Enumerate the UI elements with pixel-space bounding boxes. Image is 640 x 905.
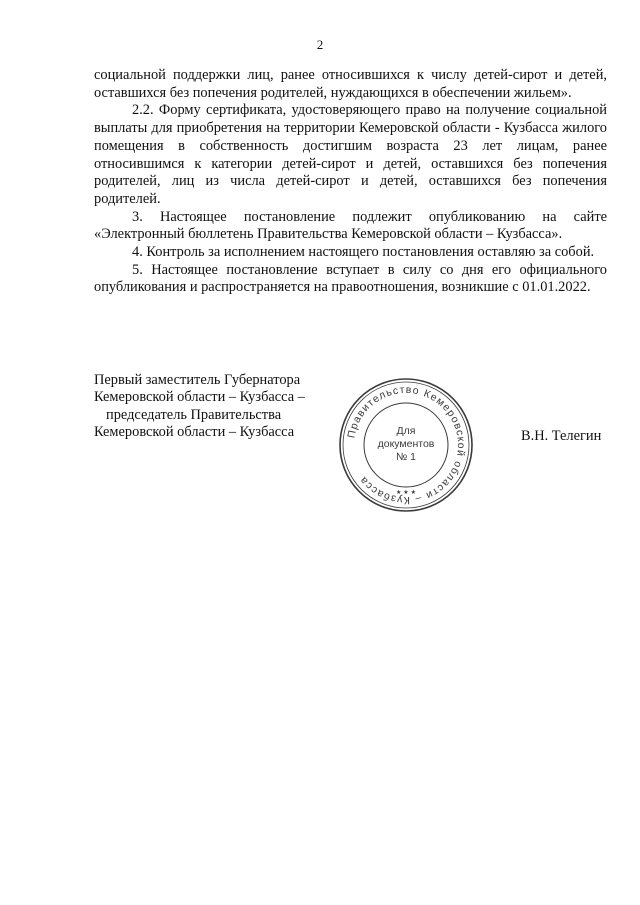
- paragraph-2-2: 2.2. Форму сертификата, удостоверяющего право на получение социальной выплаты для приобретения на территории Кемеровской области - Кузбасса жилого помещения в собственность достигшим возраста 23 лет лицам, ранее относившимся к категории детей-сирот и детей, оставшихся без попечения родителей, лиц из числа детей-сирот и детей, оставшихся без попечения родителей.: [94, 102, 607, 207]
- signer-name: В.Н. Телегин: [521, 428, 602, 444]
- signatory-title-line: Кемеровской области – Кузбасса –: [94, 389, 305, 406]
- seal-center-text: документов: [377, 438, 435, 450]
- document-body: [94, 67, 607, 297]
- paragraph-5: 5. Настоящее постановление вступает в силу со дня его официального опубликования и распространяется на правоотношения, возникшие с 01.01.2022.: [94, 261, 607, 296]
- paragraph-3: 3. Настоящее постановление подлежит опубликованию на сайте «Электронный бюллетень Правительства Кемеровской области – Кузбасса».: [94, 208, 607, 243]
- signatory-title: [94, 372, 334, 442]
- page-number: 2: [316, 37, 324, 52]
- signatory-title-line: Первый заместитель Губернатора: [94, 372, 301, 388]
- seal-center-text: Для: [396, 425, 416, 437]
- signatory-title-line: председатель Правительства: [106, 406, 282, 423]
- seal-center-text: № 1: [395, 451, 417, 463]
- seal-stars: ★ ★ ★: [396, 489, 416, 496]
- signatory-title-line: Кемеровской области – Кузбасса: [94, 424, 295, 441]
- seal-graphic: [337, 376, 475, 514]
- official-seal: [337, 376, 475, 514]
- paragraph-4: 4. Контроль за исполнением настоящего постановления оставляю за собой.: [132, 244, 595, 261]
- seal-ring-text: Правительство Кемеровской области – Кузбасса: [345, 383, 468, 507]
- paragraph-continuation: социальной поддержки лиц, ранее относившихся к числу детей-сирот и детей, оставшихся без попечения родителей, нуждающихся в обеспечении жильем».: [94, 67, 607, 101]
